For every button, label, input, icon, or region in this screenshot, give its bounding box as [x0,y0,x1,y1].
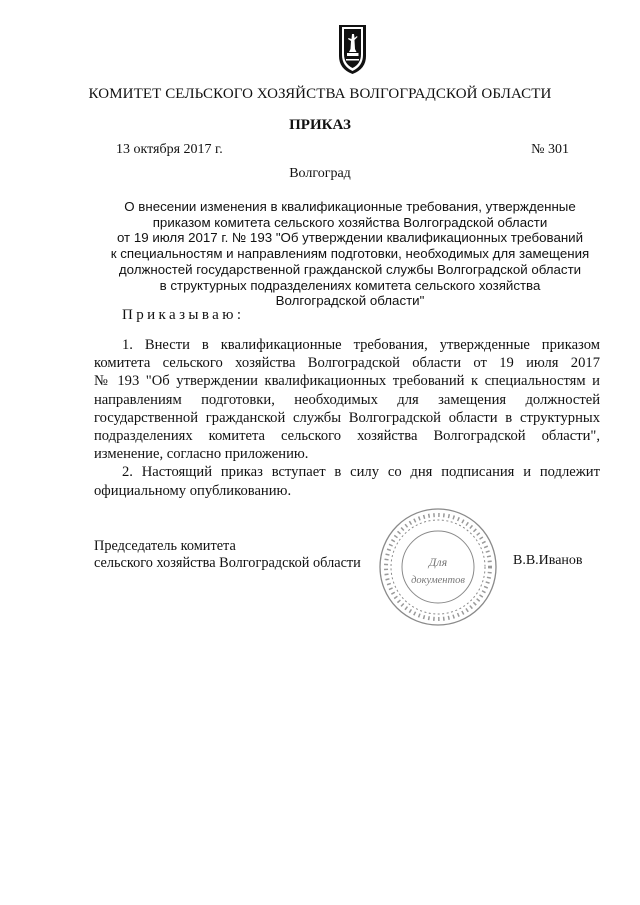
organization-name: КОМИТЕТ СЕЛЬСКОГО ХОЗЯЙСТВА ВОЛГОГРАДСКОЙ ОБЛАСТИ [88,86,552,102]
document-type-title: ПРИКАЗ [289,117,351,133]
paragraph-1-line: направлениям подготовки, необходимых для замещения должностей [94,391,600,408]
signatory-position-line: сельского хозяйства Волгоградской области [94,555,361,571]
city-name: Волгоград [289,166,351,181]
subject-line: Волгоградской области" [275,293,425,309]
paragraph-2-line: официальному опубликованию. [94,482,292,499]
subject-line: к специальностям и направлениям подготовки, необходимых для замещения [110,246,590,262]
signatory-name: В.В.Иванов [513,553,583,568]
volgograd-coat-of-arms-icon [337,22,368,75]
paragraph-1-line: подразделениях комитета сельского хозяйства Волгоградской области", [94,428,600,445]
paragraph-2-line: 2. Настоящий приказ вступает в силу со дня подписания и подлежит [122,464,600,481]
subject-line: должностей государственной гражданской службы Волгоградской области [118,261,582,277]
paragraph-1-line: 1. Внести в квалификационные требования, утвержденные приказом [122,337,600,353]
paragraph-1-line: № 193 "Об утверждении квалификационных требований к специальностям и [94,373,600,390]
paragraph-1-line: изменение, согласно приложению. [94,446,309,463]
subject-line: приказом комитета сельского хозяйства Волгоградской области [152,214,548,230]
order-date: 13 октября 2017 г. [116,142,223,157]
official-stamp [377,506,499,628]
signatory-position-line: Председатель комитета [94,538,236,554]
stamp-text-line-2: документов [411,575,465,586]
paragraph-1-line: государственной гражданской службы Волгоградской области в структурных [94,409,600,426]
subject-line: в структурных подразделениях комитета сельского хозяйства [159,277,541,293]
stamp-text-line-1: Для [428,555,448,569]
paragraph-1-line: комитета сельского хозяйства Волгоградской области от 19 июля 2017 [94,355,600,372]
order-directive-word: Приказываю: [122,307,245,323]
order-number: № 301 [531,142,569,157]
subject-line: О внесении изменения в квалификационные требования, утвержденные [124,199,576,214]
subject-line: от 19 июля 2017 г. № 193 "Об утверждении квалификационных требований [116,230,584,246]
signatory-position [94,538,361,572]
order-subject [90,199,610,309]
order-body [94,336,600,500]
